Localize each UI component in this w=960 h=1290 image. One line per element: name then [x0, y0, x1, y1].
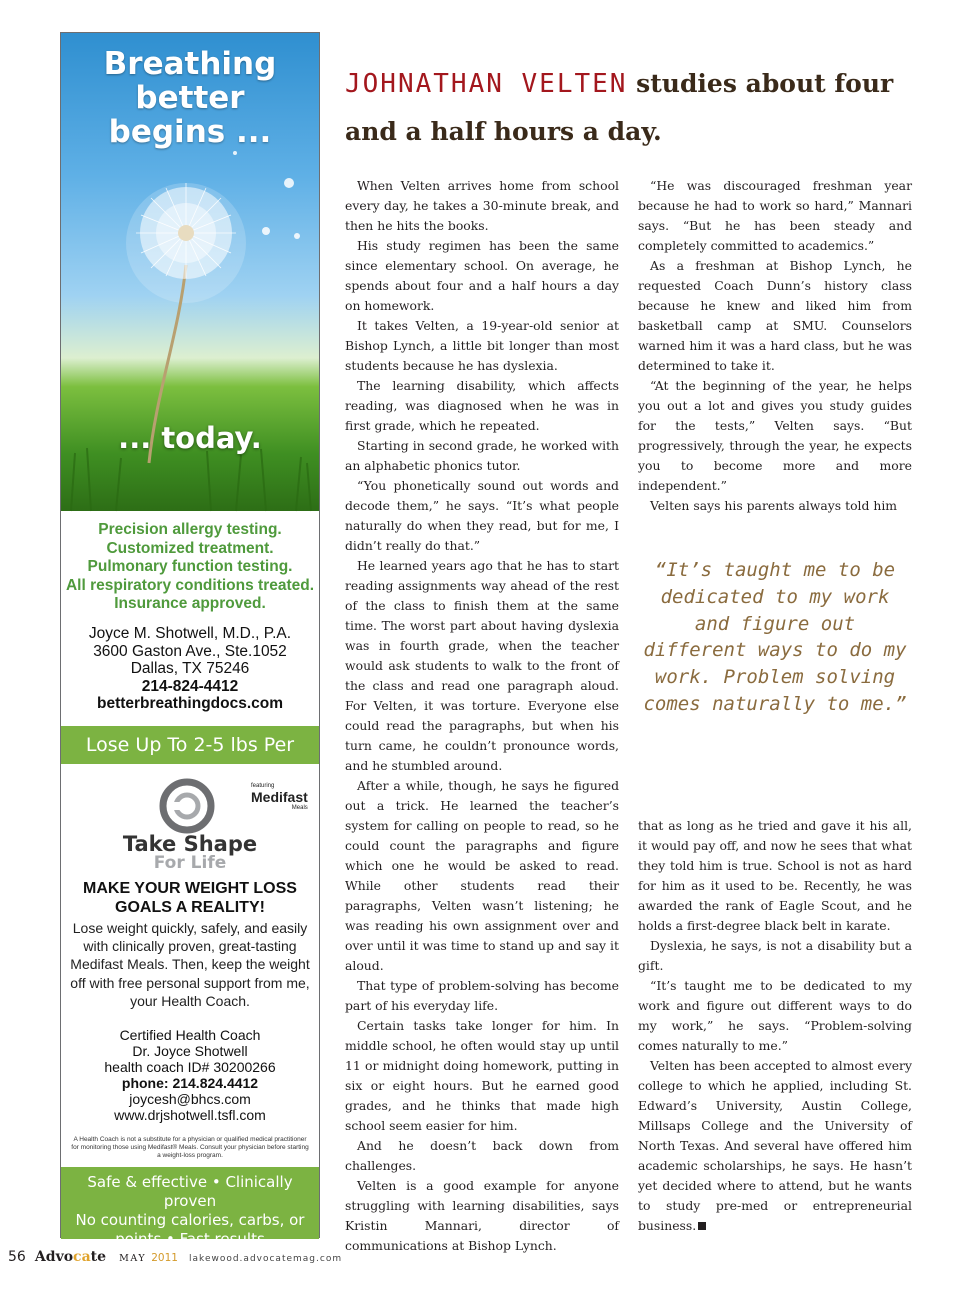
- paragraph: Starting in second grade, he worked with an alphabetic phonics tutor.: [345, 438, 619, 473]
- address-line: Dallas, TX 75246: [130, 660, 250, 677]
- take-shape-title: Take Shape: [122, 832, 258, 856]
- health-coach-contact: [61, 1027, 319, 1123]
- medifast-wordmark: Medifast: [251, 789, 308, 805]
- paragraph: Velten says his parents always told him: [650, 498, 898, 513]
- paragraph-text: Velten has been accepted to almost every college to which he applied, including St. Edward’s University, Austin College, Millsaps College and the University of North Texas. And several have offered him academic scholarships, he says. He hasn’t yet decided where to attend, but he wants to study pre-med or entrepreneurial business.: [638, 1058, 912, 1233]
- advocate-logo: [35, 1249, 106, 1265]
- coach-phone: phone: 214.824.4412: [121, 1075, 259, 1091]
- doctor-name: Joyce M. Shotwell, M.D., P.A.: [88, 625, 292, 642]
- brand-part: te: [90, 1249, 107, 1265]
- paragraph: That type of problem-solving has become part of his everyday life.: [345, 978, 619, 1013]
- bottom-banner-line: points • Fast results: [115, 1230, 265, 1248]
- ad-service-item: Insurance approved.: [114, 595, 266, 612]
- ad-disclaimer: A Health Coach is not a substitute for a physician or qualified medical practitioner for monitoring those using Medifast® Meals. Consult your physician before starting a weight-loss program.: [71, 1136, 309, 1159]
- paragraph: “At the beginning of the year, he helps you out a lot and gives you study guides for the tests,” Velten says. “But progressively, through the year, he expects you to become more and more independent.”: [638, 378, 912, 493]
- advertisement: [60, 32, 320, 1248]
- ad-headline-line: Breathing: [103, 46, 277, 82]
- paragraph-final: [638, 1056, 912, 1236]
- coach-title: Certified Health Coach: [119, 1027, 261, 1043]
- paragraph: And he doesn’t back down from challenges.: [345, 1138, 619, 1173]
- medifast-logo: [251, 783, 308, 811]
- paragraph: “You phonetically sound out words and decode them,” he says. “It’s what people naturally do when they read, but for me, I didn’t really do that.”: [345, 478, 619, 553]
- ad-service-item: All respiratory conditions treated.: [65, 576, 315, 594]
- ad-clinic-contact: [61, 625, 319, 713]
- ad-dandelion-photo: [61, 33, 319, 511]
- ad-today-text: ... today.: [118, 421, 262, 455]
- bottom-banner-line: Safe & effective • Clinically proven: [87, 1173, 293, 1210]
- weight-loss-banner: Lose Up To 2-5 lbs Per Week: [61, 726, 319, 764]
- end-mark-icon: [698, 1222, 706, 1230]
- paragraph: It takes Velten, a 19-year-old senior at Bishop Lynch, a little bit longer than most students because he has dyslexia.: [345, 318, 619, 373]
- ad-services-list: [61, 521, 319, 614]
- brand-part-accent: ca: [73, 1249, 91, 1265]
- address-line: 3600 Gaston Ave., Ste.1052: [93, 642, 287, 660]
- page-number: 56: [8, 1249, 26, 1265]
- goals-line: GOALS A REALITY!: [115, 899, 265, 916]
- ad-headline-line: begins ...: [108, 114, 272, 150]
- paragraph: Velten is a good example for anyone struggling with learning disabilities, says Kristin Mannari, director of communications at Bishop Lynch.: [345, 1178, 619, 1253]
- coach-website: www.drjshotwell.tsfl.com: [114, 1107, 266, 1123]
- paragraph: “He was discouraged freshman year because he had to work so hard,” Mannari says. “But he has been steady and completely committed to academics.”: [638, 178, 912, 253]
- ad-body-text: Lose weight quickly, safely, and easily with clinically proven, great-tasting Medifast Meals. Then, keep the weight off with free personal support from me, your Health Coach.: [70, 920, 310, 1009]
- ad-bottom-banner: [61, 1167, 319, 1248]
- paragraph: Certain tasks take longer for him. In middle school, he often would stay up until 11 or midnight doing homework, putting in six or eight hours. But he earned good grades, and he thinks that made high school seem easier for him.: [345, 1018, 619, 1133]
- headline-name: JOHNATHAN VELTEN: [345, 69, 628, 99]
- coach-email: joycesh@bhcs.com: [129, 1091, 251, 1107]
- for-life-subtitle: For Life: [153, 853, 227, 873]
- brand-part: Advo: [34, 1249, 74, 1265]
- article-column-right-top: [638, 176, 912, 516]
- coach-name: Dr. Joyce Shotwell: [132, 1043, 248, 1059]
- coach-id: health coach ID# 30200266: [104, 1059, 276, 1075]
- clinic-website: betterbreathingdocs.com: [96, 695, 284, 712]
- ad-service-item: Customized treatment.: [106, 539, 274, 557]
- medifast-swirl-icon: [159, 776, 219, 836]
- medifast-meals: Meals: [291, 805, 308, 811]
- clinic-phone: 214-824-4412: [141, 677, 239, 695]
- paragraph: “It’s taught me to be dedicated to my work and figure out different ways to do my work,” he says. “Problem-solving comes naturally to me.”: [638, 978, 912, 1053]
- paragraph: As a freshman at Bishop Lynch, he requested Coach Dunn’s history class because he knew and liked him from basketball camp at SMU. Counselors warned him it was a hard class, but he was determined to take it.: [638, 258, 912, 373]
- paragraph: Dyslexia, he says, is not a disability but a gift.: [638, 938, 912, 973]
- ad-service-item: Pulmonary function testing.: [87, 558, 293, 575]
- paragraph: After a while, though, he says he figured out a trick. He learned the teacher’s system for calling on people to read, so he could count the paragraphs and figure which one he would be asked to read. While other students read their paragraphs, Velten wasn’t listening; he was reading his own assignment over and over until it was time to stand up and say it aloud.: [345, 778, 619, 973]
- issue-year: 2011: [151, 1252, 178, 1264]
- paragraph: His study regimen has been the same since elementary school. On average, he spends about four and a half hours a day on homework.: [345, 238, 619, 313]
- page-footer: [8, 1246, 342, 1266]
- headline-rest: studies about four and a half hours a day.: [345, 69, 894, 146]
- ad-headline-line: better: [135, 80, 245, 116]
- ad-headline: [61, 47, 319, 149]
- article-column-left: [345, 176, 619, 1256]
- goals-line: MAKE YOUR WEIGHT LOSS: [83, 880, 297, 897]
- issue-month: MAY: [119, 1253, 147, 1264]
- article-headline: [345, 60, 925, 155]
- paragraph: He learned years ago that he has to start reading assignments way ahead of the rest of the class to finish them at the same time. The worst part about having dyslexia was in fourth grade, when the teacher would ask students to walk to the front of the class and read one paragraph aloud. For Velten, it was torture. Everyone else could read the paragraphs, but when his turn came, he couldn’t pronounce words, and he stumbled around.: [345, 558, 619, 773]
- article-column-right-bottom: [638, 816, 912, 1236]
- medifast-featuring: featuring: [251, 783, 275, 789]
- paragraph: that as long as he tried and gave it his all, it would pay off, and now he sees that what they told him is true. School is not as hard for him as it used to be. Recently, he was awarded the rank of Eagle Scout, and he holds a first-degree black belt in karate.: [638, 818, 912, 933]
- ad-goals-heading: [61, 879, 319, 917]
- paragraph: The learning disability, which affects reading, was diagnosed when he was in first grade, which he repeated.: [345, 378, 619, 433]
- paragraph: When Velten arrives home from school every day, he takes a 30-minute break, and then he hits the books.: [345, 178, 619, 233]
- pull-quote: “It’s taught me to be dedicated to my work and figure out different ways to do my work. Problem solving comes naturally to me.”: [643, 559, 907, 715]
- magazine-url[interactable]: lakewood.advocatemag.com: [189, 1254, 343, 1264]
- bottom-banner-line: No counting calories, carbs, or: [75, 1211, 305, 1229]
- ad-service-item: Precision allergy testing.: [98, 521, 282, 538]
